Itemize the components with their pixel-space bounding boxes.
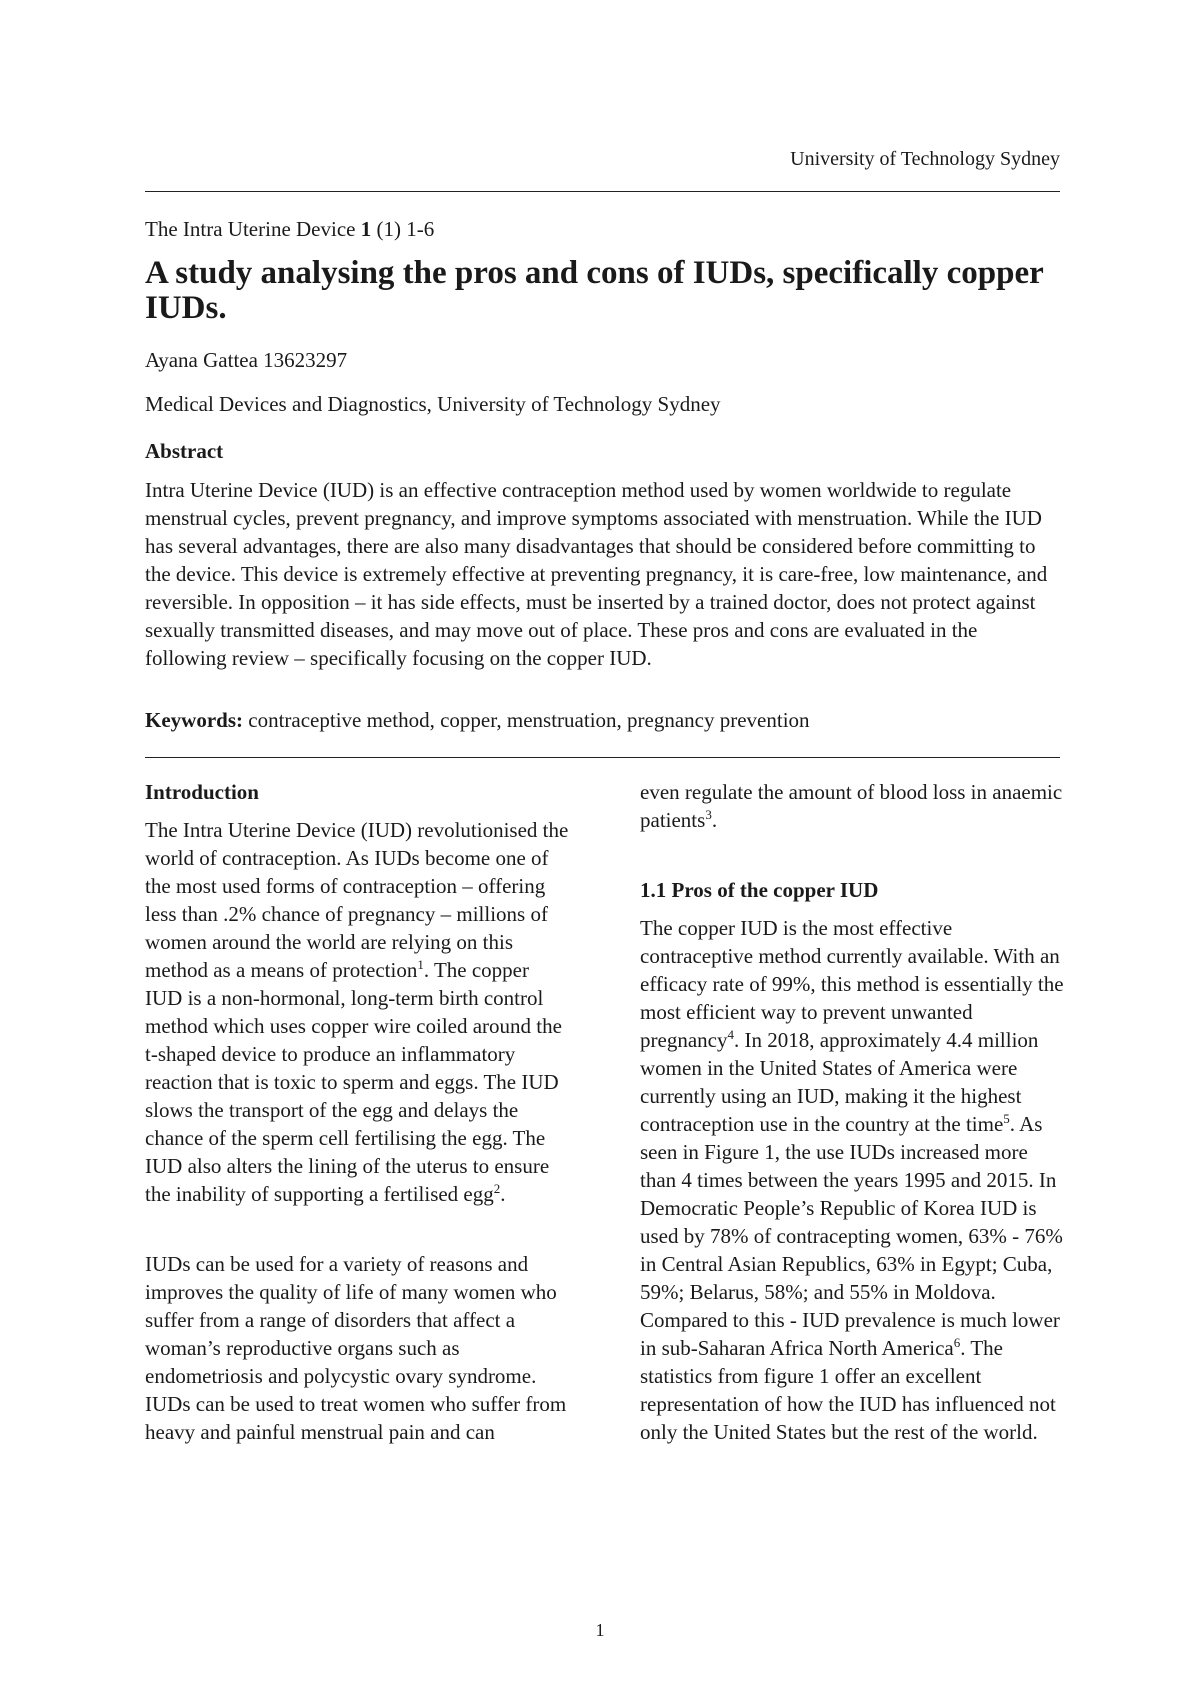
left-column (145, 778, 570, 1446)
running-header: University of Technology Sydney (790, 148, 1060, 170)
pros-text-d: . The statistics from figure 1 offer an excellent representation of how the IUD has influenced not only the United States but the rest of the world. (640, 1336, 1056, 1444)
introduction-heading: Introduction (145, 780, 259, 804)
intro-text-c: . (500, 1182, 506, 1206)
intro-text-a: The Intra Uterine Device (IUD) revolutionised the world of contraception. As IUDs become one of the most used forms of contraception – offering less than .2% chance of pregnancy – millions of women around the world are relying on this method as a means of protection (145, 818, 569, 982)
journal-citation (145, 216, 434, 242)
keywords-text: contraceptive method, copper, menstruation, pregnancy prevention (248, 708, 810, 732)
author-line: Ayana Gattea 13623297 (145, 348, 348, 372)
header-rule (145, 191, 1060, 192)
pros-paragraph (640, 914, 1065, 1446)
citation-ref: 1 (417, 957, 424, 972)
page-number: 1 (595, 1620, 605, 1640)
citation-ref: 4 (727, 1027, 734, 1042)
keywords-label: Keywords: (145, 708, 243, 732)
citation-ref: 3 (705, 807, 712, 822)
pros-text-a: The copper IUD is the most effective contraceptive method currently available. With an efficacy rate of 99%, this method is essentially the most efficient way to prevent unwanted pregnancy (640, 916, 1064, 1052)
introduction-paragraph-2-continued (640, 778, 1065, 834)
right-column (640, 778, 1065, 1446)
affiliation-line: Medical Devices and Diagnostics, University of Technology Sydney (145, 392, 721, 416)
pros-text-b: . In 2018, approximately 4.4 million women in the United States of America were currently using an IUD, making it the highest contraception use in the country at the time (640, 1028, 1039, 1136)
pros-heading: 1.1 Pros of the copper IUD (640, 878, 879, 902)
citation-ref: 5 (1003, 1111, 1010, 1126)
pros-text-c: . As seen in Figure 1, the use IUDs increased more than 4 times between the years 1995 and 2015. In Democratic People’s Republic of Korea IUD is used by 78% of contracepting women, 63% - 76% in Central Asian Republics, 63% in Egypt; Cuba, 59%; Belarus, 58%; and 55% in Moldova. Compared to this - IUD prevalence is much lower in sub-Saharan Africa North America (640, 1112, 1063, 1360)
abstract-heading: Abstract (145, 439, 224, 463)
paper-title: A study analysing the pros and cons of IUDs, specifically copper IUDs. (145, 255, 1044, 326)
abstract-body: Intra Uterine Device (IUD) is an effective contraception method used by women worldwide to regulate menstrual cycles, prevent pregnancy, and improve symptoms associated with menstruation. While the IUD has several advantages, there are also many disadvantages that should be considered before committing to the device. This device is extremely effective at preventing pregnancy, it is care-free, low maintenance, and reversible. In opposition – it has side effects, must be inserted by a trained doctor, does not protect against sexually transmitted diseases, and may move out of place. These pros and cons are evaluated in the following review – specifically focusing on the copper IUD. (145, 478, 1048, 670)
intro-text-b: . The copper IUD is a non-hormonal, long-term birth control method which uses copper wire coiled around the t-shaped device to produce an inflammatory reaction that is toxic to sperm and eggs. The IUD slows the transport of the egg and delays the chance of the sperm cell fertilising the egg. The IUD also alters the lining of the uterus to ensure the inability of supporting a fertilised egg (145, 958, 562, 1206)
introduction-paragraph-2: IUDs can be used for a variety of reasons and improves the quality of life of many women who suffer from a range of disorders that affect a woman’s reproductive organs such as endometriosis and polycystic ovary syndrome. IUDs can be used to treat women who suffer from heavy and painful menstrual pain and can (145, 1252, 567, 1444)
intro-cont-text: even regulate the amount of blood loss in anaemic patients (640, 780, 1063, 832)
introduction-paragraph-1 (145, 816, 570, 1208)
journal-name: The Intra Uterine Device (145, 217, 356, 241)
citation-ref: 2 (493, 1181, 501, 1196)
journal-issue-pages: (1) 1-6 (376, 217, 435, 241)
journal-volume: 1 (360, 217, 372, 241)
keywords-line (145, 707, 1060, 733)
intro-cont-end: . (711, 808, 718, 832)
citation-ref: 6 (953, 1335, 961, 1350)
section-divider (145, 757, 1060, 758)
